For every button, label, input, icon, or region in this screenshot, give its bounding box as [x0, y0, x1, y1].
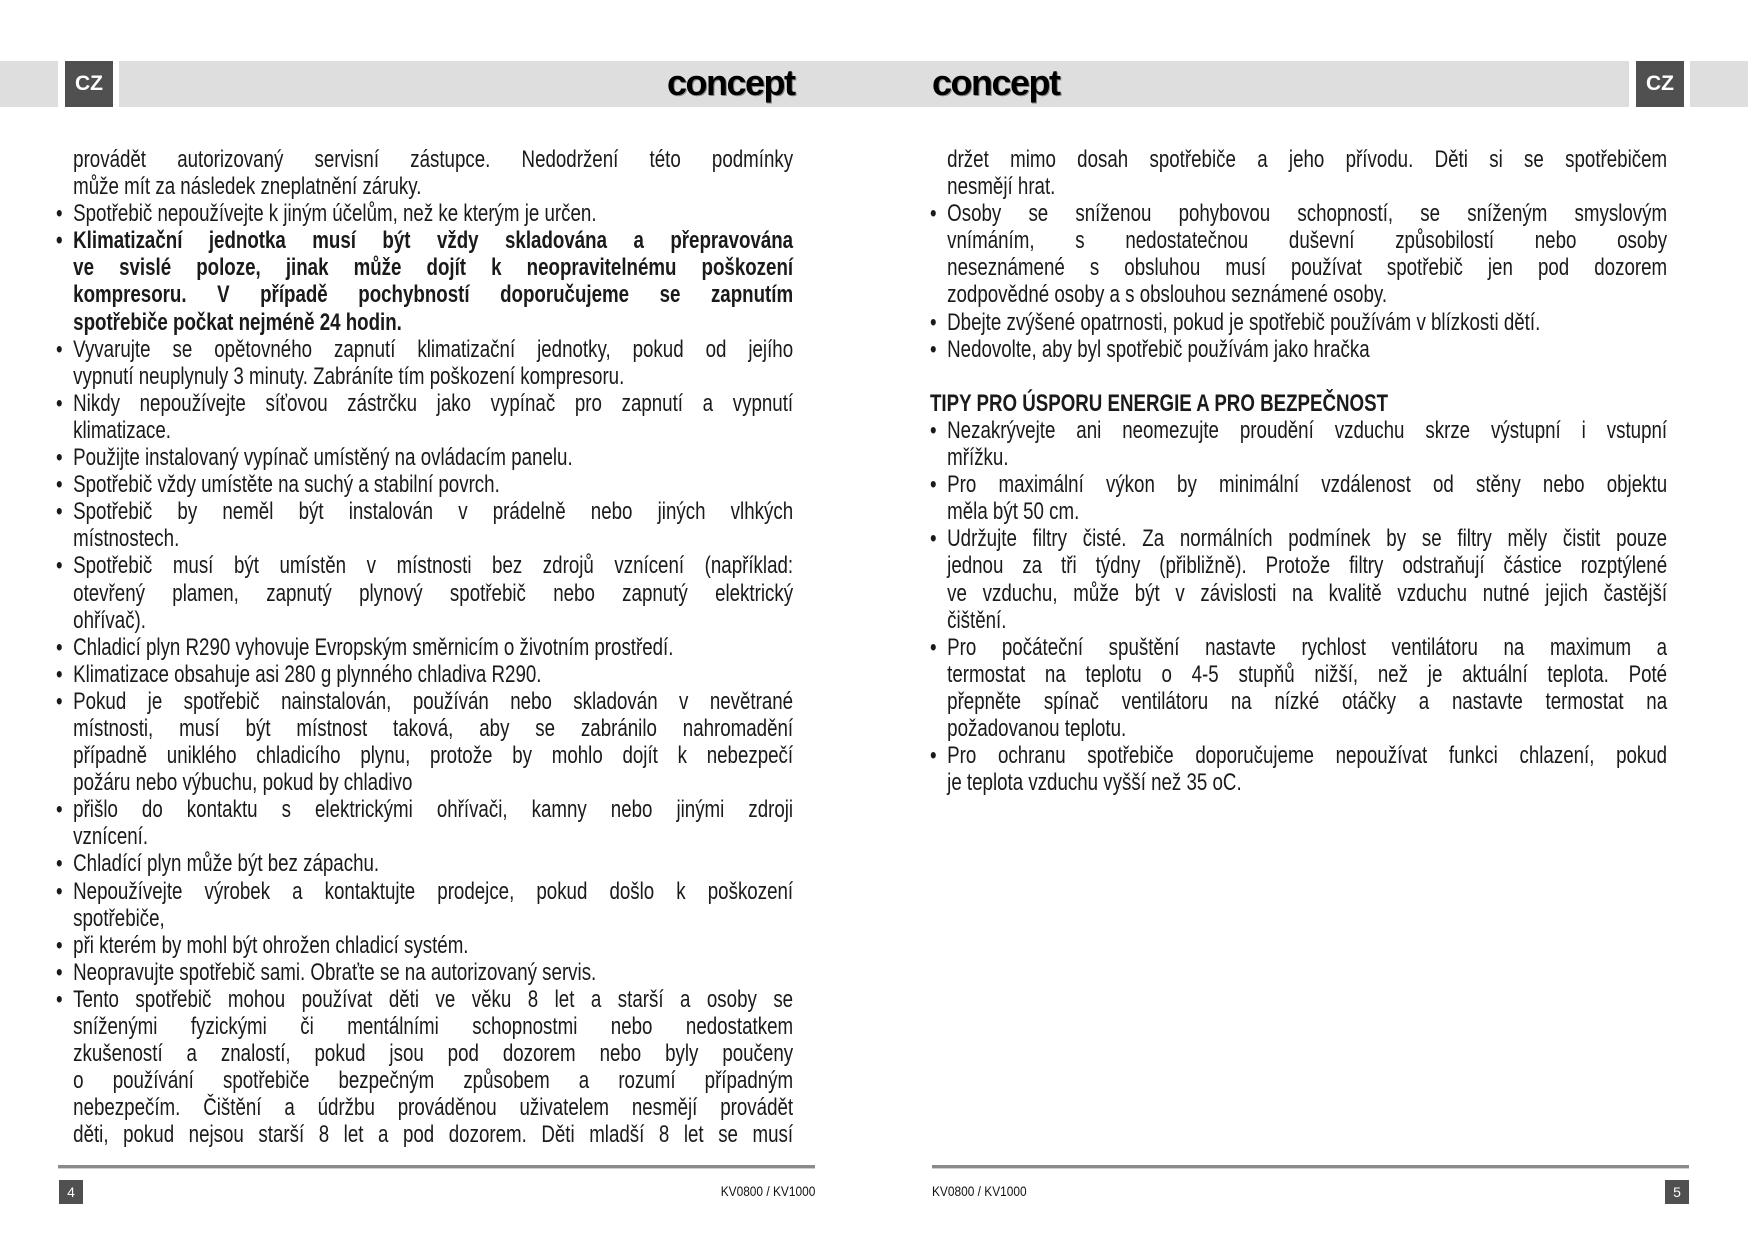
text-line	[930, 661, 1667, 688]
text-line	[56, 471, 793, 498]
line-text: Pro ochranu spotřebiče doporučujeme nepoužívat funkci chlazení, pokud	[947, 742, 1668, 770]
line-text: spotřebiče počkat nejméně 24 hodin.	[73, 308, 402, 336]
text-line	[56, 363, 793, 390]
line-text: Dbejte zvýšené opatrnosti, pokud je spotřebič používám v blízkosti dětí.	[947, 308, 1541, 336]
line-text: Nezakrývejte ani neomezujte proudění vzduchu skrze výstupní i vstupní	[947, 416, 1668, 444]
line-text: zodpovědné osoby a s obslouhou seznámené osoby.	[947, 281, 1388, 309]
list-item	[56, 661, 793, 688]
text-line	[56, 823, 793, 850]
text-line	[930, 281, 1667, 308]
text-line	[56, 1067, 793, 1094]
header-bar-segment	[0, 61, 58, 107]
text-line	[56, 959, 793, 986]
line-text: Spotřebič nepoužívejte k jiným účelům, než ke kterým je určen.	[73, 200, 597, 228]
language-badge-left: CZ	[65, 61, 113, 107]
text-line	[930, 444, 1667, 471]
bullet-icon: •	[930, 335, 937, 363]
text-line	[930, 146, 1667, 173]
list-item	[930, 336, 1667, 363]
line-text: držet mimo dosah spotřebiče a jeho přívodu. Děti si se spotřebičem	[947, 146, 1668, 173]
line-text: klimatizace.	[73, 416, 171, 444]
text-line	[930, 498, 1667, 525]
bullet-icon: •	[56, 985, 63, 1013]
text-line	[930, 525, 1667, 552]
line-text: místnosti, musí být místnost taková, aby se zabránilo nahromadění	[73, 714, 794, 742]
line-text: přišlo do kontaktu s elektrickými ohřívači, kamny nebo jinými zdroji	[73, 796, 794, 824]
line-text: Klimatizace obsahuje asi 280 g plynného chladiva R290.	[73, 660, 542, 688]
list-item	[930, 471, 1667, 525]
text-line	[930, 607, 1667, 634]
left-page-column	[56, 146, 793, 1148]
page-number-right: 5	[1665, 1180, 1689, 1204]
list-item	[56, 634, 793, 661]
line-text: sníženými fyzickými či mentálními schopnostmi nebo nedostatkem	[73, 1013, 794, 1040]
footer-divider-right	[932, 1165, 1689, 1169]
text-line	[56, 525, 793, 552]
text-line	[56, 309, 793, 336]
line-text: požadovanou teplotu.	[947, 714, 1127, 742]
footer-divider-left	[58, 1165, 815, 1169]
line-text: ve vzduchu, může být v závislosti na kvalitě vzduchu nutné jejich častější	[947, 579, 1668, 607]
list-item	[56, 688, 793, 796]
brand-logo-right: concept	[932, 62, 1060, 103]
text-line	[930, 417, 1667, 444]
spacer	[930, 363, 1667, 390]
text-line	[56, 281, 793, 308]
line-text: Vyvarujte se opětovného zapnutí klimatizační jednotky, pokud od jejího	[73, 335, 794, 363]
text-line	[56, 607, 793, 634]
line-text: kompresoru. V případě pochybností doporučujeme se zapnutím	[73, 281, 794, 309]
line-text: Nikdy nepoužívejte síťovou zástrčku jako vypínač pro zapnutí a vypnutí	[73, 389, 794, 417]
list-item	[930, 417, 1667, 471]
bullet-icon: •	[56, 444, 63, 472]
list-item	[56, 850, 793, 877]
text-line	[930, 336, 1667, 363]
line-text: Použijte instalovaný vypínač umístěný na ovládacím panelu.	[73, 444, 573, 472]
text-line	[56, 878, 793, 905]
list-item	[56, 986, 793, 1149]
list-item	[56, 227, 793, 335]
language-badge-right: CZ	[1636, 61, 1684, 107]
bullet-icon: •	[56, 389, 63, 417]
bullet-icon: •	[56, 498, 63, 526]
line-text: o používání spotřebiče bezpečným způsobem a rozumí případným	[73, 1067, 794, 1095]
line-text: Pro maximální výkon by minimální vzdálenost od stěny nebo objektu	[947, 471, 1668, 499]
bullet-icon: •	[56, 471, 63, 499]
text-line	[56, 1040, 793, 1067]
line-text: přepněte spínač ventilátoru na nízké otáčky a nastavte termostat na	[947, 687, 1668, 715]
bullet-icon: •	[930, 471, 937, 499]
list-item	[56, 444, 793, 471]
line-text: je teplota vzduchu vyšší než 35 oC.	[947, 769, 1242, 797]
line-text: termostat na teplotu o 4-5 stupňů nižší, než je aktuální teplota. Poté	[947, 660, 1668, 688]
list-item	[56, 552, 793, 633]
bullet-icon: •	[56, 958, 63, 986]
line-text: případně uniklého chladicího plynu, protože by mohlo dojít k nebezpečí	[73, 742, 794, 770]
page-number-left: 4	[59, 1180, 83, 1204]
text-line	[56, 254, 793, 281]
text-line	[930, 552, 1667, 579]
bullet-icon: •	[56, 850, 63, 878]
text-line	[56, 1121, 793, 1148]
text-line	[56, 200, 793, 227]
header-bar	[119, 61, 1629, 107]
line-text: Nepoužívejte výrobek a kontaktujte prodejce, pokud došlo k poškození	[73, 877, 794, 905]
bullet-icon: •	[930, 200, 937, 228]
line-text: při kterém by mohl být ohrožen chladicí systém.	[73, 931, 469, 959]
list-item	[56, 796, 793, 850]
line-text: neseznámené s obsluhou musí používat spotřebič jen pod dozorem	[947, 254, 1668, 282]
line-text: Neopravujte spotřebič sami. Obraťte se na autorizovaný servis.	[73, 958, 597, 986]
bullet-icon: •	[56, 877, 63, 905]
line-text: měla být 50 cm.	[947, 498, 1080, 526]
line-text: Tento spotřebič mohou používat děti ve věku 8 let a starší a osoby se	[73, 985, 794, 1013]
bullet-icon: •	[56, 687, 63, 715]
line-text: jednou za tři týdny (přibližně). Protože filtry odstraňují částice rozptýlené	[947, 552, 1668, 580]
text-line	[56, 417, 793, 444]
line-text: Osoby se sníženou pohybovou schopností, se sníženým smyslovým	[947, 200, 1668, 228]
bullet-icon: •	[930, 525, 937, 553]
model-label-right: KV0800 / KV1000	[932, 1183, 1027, 1199]
text-line	[930, 227, 1667, 254]
text-line	[56, 173, 793, 200]
list-item	[930, 634, 1667, 742]
text-line	[56, 227, 793, 254]
line-text: požáru nebo výbuchu, pokud by chladivo	[73, 769, 413, 797]
line-text: provádět autorizovaný servisní zástupce. Nedodržení této podmínky	[73, 146, 794, 173]
text-line	[930, 769, 1667, 796]
line-text: Spotřebič by neměl být instalován v prádelně nebo jiných vlhkých	[73, 498, 794, 526]
bullet-icon: •	[930, 742, 937, 770]
line-text: nesmějí hrat.	[947, 173, 1056, 201]
line-text: děti, pokud nejsou starší 8 let a pod dozorem. Děti mladší 8 let se musí	[73, 1121, 794, 1149]
text-line	[930, 309, 1667, 336]
text-line	[56, 552, 793, 579]
text-line	[56, 796, 793, 823]
section-heading	[930, 390, 1667, 417]
list-item	[930, 525, 1667, 633]
text-line	[930, 688, 1667, 715]
text-line	[56, 986, 793, 1013]
line-text: ve svislé poloze, jinak může dojít k neopravitelnému poškození	[73, 254, 794, 282]
text-line	[56, 1094, 793, 1121]
line-text: čištění.	[947, 606, 1007, 634]
line-text: ohřívač).	[73, 606, 146, 634]
text-line	[56, 661, 793, 688]
right-page-column	[930, 146, 1667, 796]
bullet-icon: •	[56, 552, 63, 580]
line-text: vnímáním, s nedostatečnou duševní způsobilostí nebo osoby	[947, 227, 1668, 255]
line-text: Spotřebič musí být umístěn v místnosti bez zdrojů vznícení (například:	[73, 552, 794, 580]
line-text: Chladící plyn může být bez zápachu.	[73, 850, 380, 878]
list-item	[56, 336, 793, 390]
bullet-icon: •	[56, 633, 63, 661]
bullet-icon: •	[56, 335, 63, 363]
text-line	[56, 769, 793, 796]
line-text: Pokud je spotřebič nainstalován, používán nebo skladován v nevětrané	[73, 687, 794, 715]
line-text: nebezpečím. Čištění a údržbu prováděnou uživatelem nesmějí provádět	[73, 1094, 794, 1122]
list-item	[56, 498, 793, 552]
text-line	[56, 444, 793, 471]
line-text: Klimatizační jednotka musí být vždy skladována a přepravována	[73, 227, 794, 255]
line-text: Pro počáteční spuštění nastavte rychlost ventilátoru na maximum a	[947, 633, 1668, 661]
text-line	[56, 390, 793, 417]
text-line	[56, 336, 793, 363]
text-line	[56, 932, 793, 959]
line-text: může mít za následek zneplatnění záruky.	[73, 173, 422, 201]
list-item	[56, 471, 793, 498]
list-item	[930, 200, 1667, 308]
text-line	[56, 850, 793, 877]
line-text: zkušeností a znalostí, pokud jsou pod dozorem nebo byly poučeny	[73, 1040, 794, 1068]
text-line	[56, 742, 793, 769]
list-item	[930, 742, 1667, 796]
text-line	[56, 905, 793, 932]
bullet-icon: •	[56, 200, 63, 228]
list-item	[56, 200, 793, 227]
list-item	[56, 390, 793, 444]
model-label-left: KV0800 / KV1000	[720, 1183, 815, 1199]
bullet-icon: •	[930, 633, 937, 661]
text-line	[930, 173, 1667, 200]
text-line	[930, 471, 1667, 498]
text-line	[930, 254, 1667, 281]
line-text: mřížku.	[947, 444, 1009, 472]
text-line	[930, 200, 1667, 227]
text-line	[930, 580, 1667, 607]
list-item	[930, 309, 1667, 336]
header-bar-segment	[1690, 61, 1748, 107]
paragraph	[930, 146, 1667, 200]
bullet-icon: •	[56, 796, 63, 824]
text-line	[930, 634, 1667, 661]
line-text: Nedovolte, aby byl spotřebič používám jako hračka	[947, 335, 1370, 363]
text-line	[56, 498, 793, 525]
bullet-icon: •	[930, 308, 937, 336]
list-item	[56, 959, 793, 986]
paragraph	[56, 146, 793, 200]
text-line	[56, 580, 793, 607]
line-text: TIPY PRO ÚSPORU ENERGIE A PRO BEZPEČNOST	[930, 389, 1389, 417]
bullet-icon: •	[56, 660, 63, 688]
text-line	[56, 715, 793, 742]
text-line	[56, 146, 793, 173]
bullet-icon: •	[56, 227, 63, 255]
line-text: vypnutí neuplynuly 3 minuty. Zabráníte tím poškození kompresoru.	[73, 362, 625, 390]
brand-logo-left: concept	[667, 62, 795, 103]
list-item	[56, 932, 793, 959]
text-line	[930, 715, 1667, 742]
line-text: spotřebiče,	[73, 904, 165, 932]
line-text: Spotřebič vždy umístěte na suchý a stabilní povrch.	[73, 471, 500, 499]
line-text: Udržujte filtry čisté. Za normálních podmínek by se filtry měly čistit pouze	[947, 525, 1668, 553]
bullet-icon: •	[930, 416, 937, 444]
bullet-icon: •	[56, 931, 63, 959]
text-line	[930, 742, 1667, 769]
line-text: Chladicí plyn R290 vyhovuje Evropským směrnicím o životním prostředí.	[73, 633, 674, 661]
line-text: vznícení.	[73, 823, 149, 851]
line-text: místnostech.	[73, 525, 180, 553]
text-line	[56, 1013, 793, 1040]
text-line	[930, 390, 1667, 417]
text-line	[56, 688, 793, 715]
text-line	[56, 634, 793, 661]
line-text: otevřený plamen, zapnutý plynový spotřebič nebo zapnutý elektrický	[73, 579, 794, 607]
list-item	[56, 878, 793, 932]
